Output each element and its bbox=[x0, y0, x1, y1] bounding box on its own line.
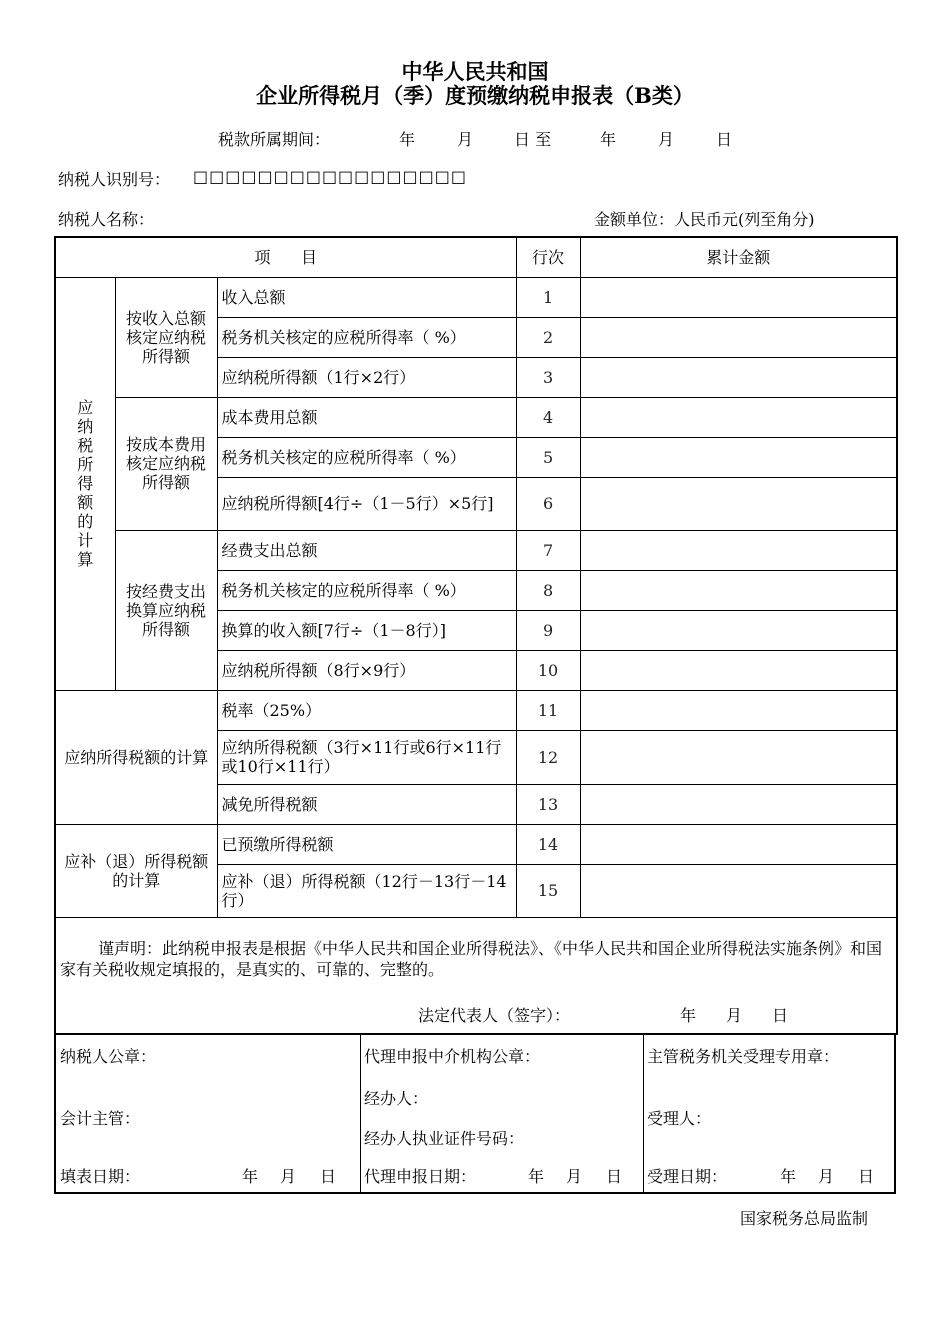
period-year-to: 年 bbox=[600, 130, 617, 149]
row-label: 减免所得税额 bbox=[217, 784, 516, 824]
agency-date-month: 月 bbox=[566, 1167, 583, 1186]
fill-date-year: 年 bbox=[242, 1167, 259, 1186]
sub-by-revenue: 按收入总额核定应纳税所得额 bbox=[115, 277, 217, 397]
sub-by-expense: 按经费支出换算应纳税所得额 bbox=[115, 530, 217, 690]
table-row bbox=[55, 824, 897, 864]
legal-rep-label: 法定代表人（签字）： bbox=[418, 1005, 571, 1025]
group-taxable-income-label: 应纳税所得额的计算 bbox=[77, 398, 94, 569]
period-day-to: 日 bbox=[716, 130, 733, 149]
row-amount-cell[interactable] bbox=[580, 824, 897, 864]
table-row bbox=[55, 690, 897, 730]
period-month-to: 月 bbox=[658, 130, 675, 149]
row-amount-cell[interactable] bbox=[580, 317, 897, 357]
declaration-table bbox=[54, 236, 898, 1035]
row-label: 应纳税所得额（8行×9行） bbox=[217, 650, 516, 690]
declaration-cell bbox=[55, 917, 897, 1034]
header-line-no: 行次 bbox=[516, 237, 580, 277]
row-amount-cell[interactable] bbox=[580, 650, 897, 690]
period-day-from: 日 至 bbox=[514, 130, 552, 149]
row-number: 11 bbox=[516, 690, 580, 730]
agency-date-day: 日 bbox=[606, 1167, 623, 1186]
period-year-from: 年 bbox=[399, 130, 416, 149]
taxpayer-id-boxes[interactable]: □□□□□□□□□□□□□□□□□ bbox=[193, 167, 467, 186]
agency-seal-label: 代理申报中介机构公章： bbox=[364, 1047, 541, 1066]
receive-date-day: 日 bbox=[858, 1167, 875, 1186]
row-number: 12 bbox=[516, 730, 580, 784]
taxpayer-id-label: 纳税人识别号： bbox=[58, 170, 171, 189]
row-amount-cell[interactable] bbox=[580, 610, 897, 650]
row-number: 4 bbox=[516, 397, 580, 437]
row-amount-cell[interactable] bbox=[580, 477, 897, 530]
declaration-text: 谨声明：此纳税申报表是根据《中华人民共和国企业所得税法》、《中华人民共和国企业所得税法实施条例》和国家有关税收规定填报的，是真实的、可靠的、完整的。 bbox=[60, 938, 883, 979]
row-amount-cell[interactable] bbox=[580, 784, 897, 824]
footer-block bbox=[54, 1033, 896, 1194]
sub-by-cost: 按成本费用核定应纳税所得额 bbox=[115, 397, 217, 530]
receive-date-month: 月 bbox=[818, 1167, 835, 1186]
accountant-label: 会计主管： bbox=[60, 1109, 141, 1128]
declaration-row bbox=[55, 917, 897, 1034]
row-amount-cell[interactable] bbox=[580, 397, 897, 437]
row-number: 2 bbox=[516, 317, 580, 357]
row-amount-cell[interactable] bbox=[580, 570, 897, 610]
table-row bbox=[55, 530, 897, 570]
row-amount-cell[interactable] bbox=[580, 864, 897, 917]
row-label: 已预缴所得税额 bbox=[217, 824, 516, 864]
amount-unit-label: 金额单位：人民币元(列至角分) bbox=[594, 210, 815, 229]
agency-date-year: 年 bbox=[528, 1167, 545, 1186]
supervision-note: 国家税务总局监制 bbox=[740, 1209, 869, 1228]
row-amount-cell[interactable] bbox=[580, 530, 897, 570]
row-amount-cell[interactable] bbox=[580, 357, 897, 397]
row-label: 应纳所得税额（3行×11行或6行×11行或10行×11行） bbox=[217, 730, 516, 784]
sign-year: 年 bbox=[680, 1005, 697, 1025]
header-amount: 累计金额 bbox=[580, 237, 897, 277]
row-label: 税务机关核定的应税所得率（ %） bbox=[217, 317, 516, 357]
period-month-from: 月 bbox=[457, 130, 474, 149]
row-number: 6 bbox=[516, 477, 580, 530]
row-number: 8 bbox=[516, 570, 580, 610]
sign-month: 月 bbox=[726, 1005, 743, 1025]
table-row bbox=[55, 277, 897, 317]
table-header-row bbox=[55, 237, 897, 277]
fill-date-day: 日 bbox=[320, 1167, 337, 1186]
form-title-line2: 企业所得税月（季）度预缴纳税申报表（B类） bbox=[256, 83, 694, 108]
row-number: 15 bbox=[516, 864, 580, 917]
row-label: 税务机关核定的应税所得率（ %） bbox=[217, 437, 516, 477]
row-amount-cell[interactable] bbox=[580, 730, 897, 784]
receive-date-label: 受理日期： bbox=[647, 1167, 728, 1186]
row-amount-cell[interactable] bbox=[580, 277, 897, 317]
row-number: 1 bbox=[516, 277, 580, 317]
row-label: 收入总额 bbox=[217, 277, 516, 317]
row-label: 税率（25%） bbox=[217, 690, 516, 730]
receiver-label: 受理人： bbox=[647, 1109, 712, 1128]
row-label: 经费支出总额 bbox=[217, 530, 516, 570]
row-number: 14 bbox=[516, 824, 580, 864]
period-label: 税款所属期间： bbox=[218, 130, 331, 149]
row-label: 应纳税所得额[4行÷（1－5行）×5行] bbox=[217, 477, 516, 530]
fill-date-label: 填表日期： bbox=[60, 1167, 141, 1186]
agent-cert-label: 经办人执业证件号码： bbox=[364, 1129, 525, 1148]
row-number: 3 bbox=[516, 357, 580, 397]
row-number: 7 bbox=[516, 530, 580, 570]
taxpayer-seal-label: 纳税人公章： bbox=[60, 1047, 157, 1066]
row-label: 税务机关核定的应税所得率（ %） bbox=[217, 570, 516, 610]
row-amount-cell[interactable] bbox=[580, 437, 897, 477]
receive-date-year: 年 bbox=[780, 1167, 797, 1186]
agent-label: 经办人： bbox=[364, 1089, 429, 1108]
header-item: 项 目 bbox=[55, 237, 516, 277]
fill-date-month: 月 bbox=[280, 1167, 297, 1186]
sign-day: 日 bbox=[772, 1005, 789, 1025]
row-label: 换算的收入额[7行÷（1－8行）] bbox=[217, 610, 516, 650]
tax-office-seal-label: 主管税务机关受理专用章： bbox=[647, 1047, 840, 1066]
table-row bbox=[55, 397, 897, 437]
taxpayer-name-label: 纳税人名称： bbox=[58, 210, 155, 229]
row-label: 应纳税所得额（1行×2行） bbox=[217, 357, 516, 397]
row-number: 10 bbox=[516, 650, 580, 690]
row-number: 5 bbox=[516, 437, 580, 477]
form-title-line1: 中华人民共和国 bbox=[401, 59, 549, 84]
group-taxable-income bbox=[55, 277, 115, 690]
agency-date-label: 代理申报日期： bbox=[364, 1167, 477, 1186]
row-label: 成本费用总额 bbox=[217, 397, 516, 437]
legal-rep-signature[interactable] bbox=[418, 1006, 788, 1025]
row-number: 13 bbox=[516, 784, 580, 824]
row-amount-cell[interactable] bbox=[580, 690, 897, 730]
group-refund: 应补（退）所得税额的计算 bbox=[55, 824, 217, 917]
row-label: 应补（退）所得税额（12行－13行－14行） bbox=[217, 864, 516, 917]
group-tax-payable: 应纳所得税额的计算 bbox=[55, 690, 217, 824]
row-number: 9 bbox=[516, 610, 580, 650]
